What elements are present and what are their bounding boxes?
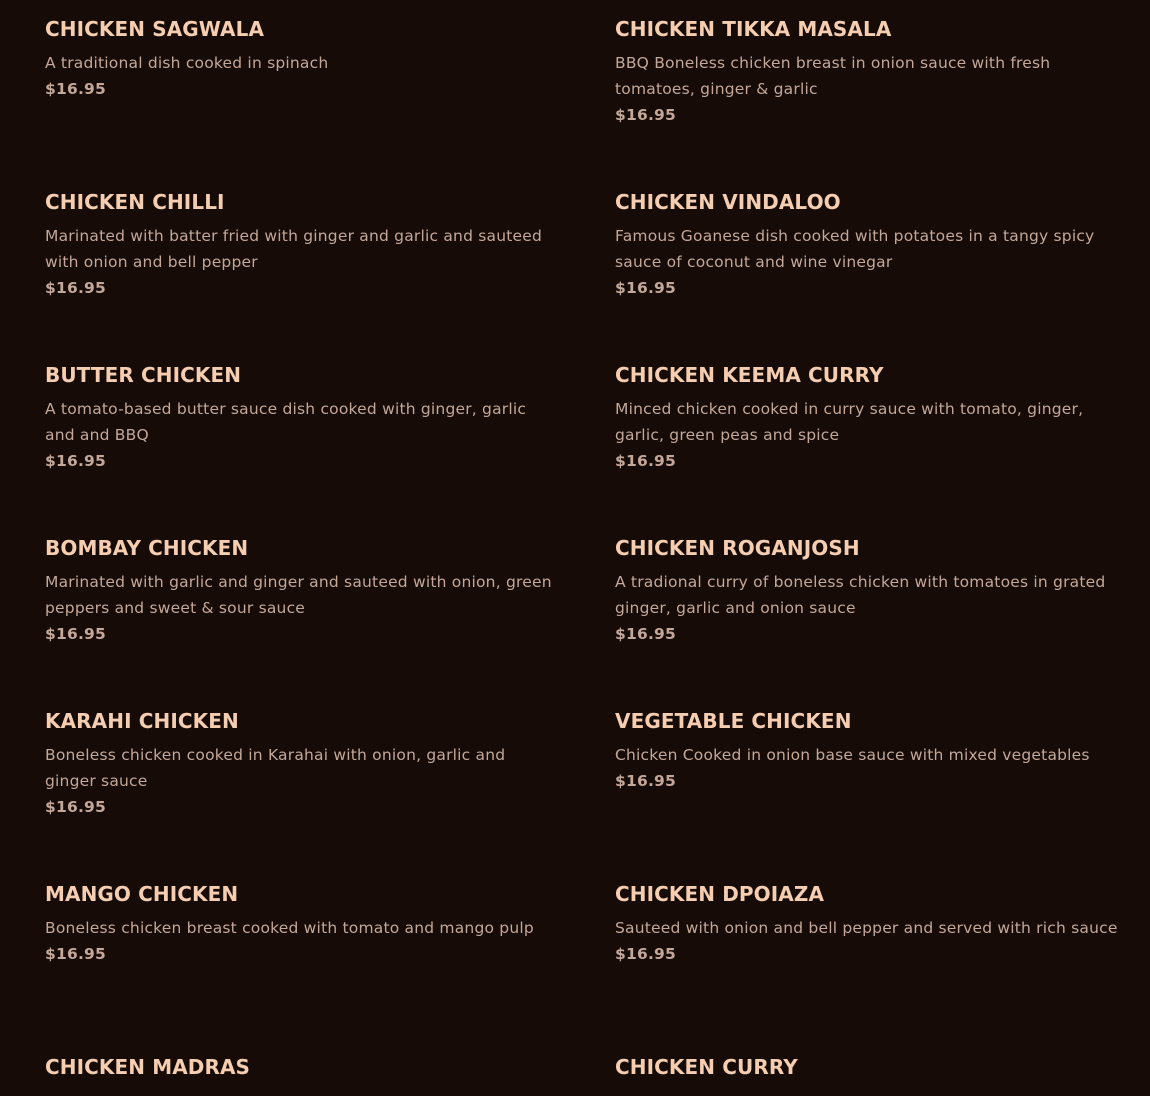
menu-item-name: VEGETABLE CHICKEN	[615, 709, 852, 733]
menu-item-description: Minced chicken cooked in curry sauce with tomato, ginger, garlic, green peas and spice	[615, 400, 1084, 444]
menu-item	[45, 881, 560, 967]
menu-item-description: Sauteed with onion and bell pepper and served with rich sauce	[615, 919, 1118, 937]
menu-item	[615, 708, 1130, 794]
menu-item-price: $16.95	[615, 772, 677, 790]
menu-item-name: CHICKEN CHILLI	[45, 190, 225, 214]
menu-item-price: $16.95	[45, 452, 107, 470]
menu-item	[45, 16, 560, 102]
menu-item-description: Famous Goanese dish cooked with potatoes in a tangy spicy sauce of coconut and wine vinegar	[615, 227, 1095, 271]
menu-item	[615, 881, 1130, 967]
menu-item-price: $16.95	[615, 452, 677, 470]
menu-item-name: CHICKEN VINDALOO	[615, 190, 841, 214]
menu-item-name: CHICKEN KEEMA CURRY	[615, 363, 884, 387]
menu-item	[615, 535, 1130, 647]
menu-item	[45, 189, 560, 301]
menu-item-name: KARAHI CHICKEN	[45, 709, 239, 733]
menu-item-name: MANGO CHICKEN	[45, 882, 239, 906]
menu-item-price: $16.95	[615, 945, 677, 963]
menu-item	[45, 708, 560, 820]
menu-item-price: $16.95	[45, 798, 107, 816]
menu-item-description: Boneless chicken cooked in Karahai with onion, garlic and ginger sauce	[45, 746, 506, 790]
menu-item-price: $16.95	[45, 945, 107, 963]
menu-item	[45, 535, 560, 647]
menu-item	[45, 1054, 560, 1080]
menu-item-description: A traditional dish cooked in spinach	[45, 54, 329, 72]
menu-item-description: Boneless chicken breast cooked with tomato and mango pulp	[45, 919, 534, 937]
menu-item-price: $16.95	[615, 279, 677, 297]
menu-item-name: BOMBAY CHICKEN	[45, 536, 249, 560]
menu-item-name: CHICKEN MADRAS	[45, 1055, 251, 1079]
menu-item	[615, 16, 1130, 128]
menu-item	[615, 189, 1130, 301]
menu-item-name: CHICKEN TIKKA MASALA	[615, 17, 892, 41]
menu-item-description: A tradional curry of boneless chicken with tomatoes in grated ginger, garlic and onion sauce	[615, 573, 1106, 617]
menu-item-name: CHICKEN CURRY	[615, 1055, 798, 1079]
menu-item-name: BUTTER CHICKEN	[45, 363, 242, 387]
menu-item-price: $16.95	[45, 625, 107, 643]
menu-item-price: $16.95	[45, 279, 107, 297]
menu-item	[45, 362, 560, 474]
menu-item-name: CHICKEN DPOIAZA	[615, 882, 825, 906]
menu-item-description: Marinated with garlic and ginger and sauteed with onion, green peppers and sweet & sour sauce	[45, 573, 552, 617]
menu-item-description: A tomato-based butter sauce dish cooked with ginger, garlic and and BBQ	[45, 400, 527, 444]
menu-item-name: CHICKEN ROGANJOSH	[615, 536, 860, 560]
menu-item-description: Chicken Cooked in onion base sauce with mixed vegetables	[615, 746, 1090, 764]
menu-item-description: BBQ Boneless chicken breast in onion sauce with fresh tomatoes, ginger & garlic	[615, 54, 1051, 98]
menu-item	[615, 1054, 1130, 1080]
menu-item-name: CHICKEN SAGWALA	[45, 17, 265, 41]
menu-item-description: Marinated with batter fried with ginger and garlic and sauteed with onion and bell pepper	[45, 227, 543, 271]
menu-item-price: $16.95	[615, 106, 677, 124]
menu-item-price: $16.95	[615, 625, 677, 643]
menu-item-price: $16.95	[45, 80, 107, 98]
menu-item	[615, 362, 1130, 474]
